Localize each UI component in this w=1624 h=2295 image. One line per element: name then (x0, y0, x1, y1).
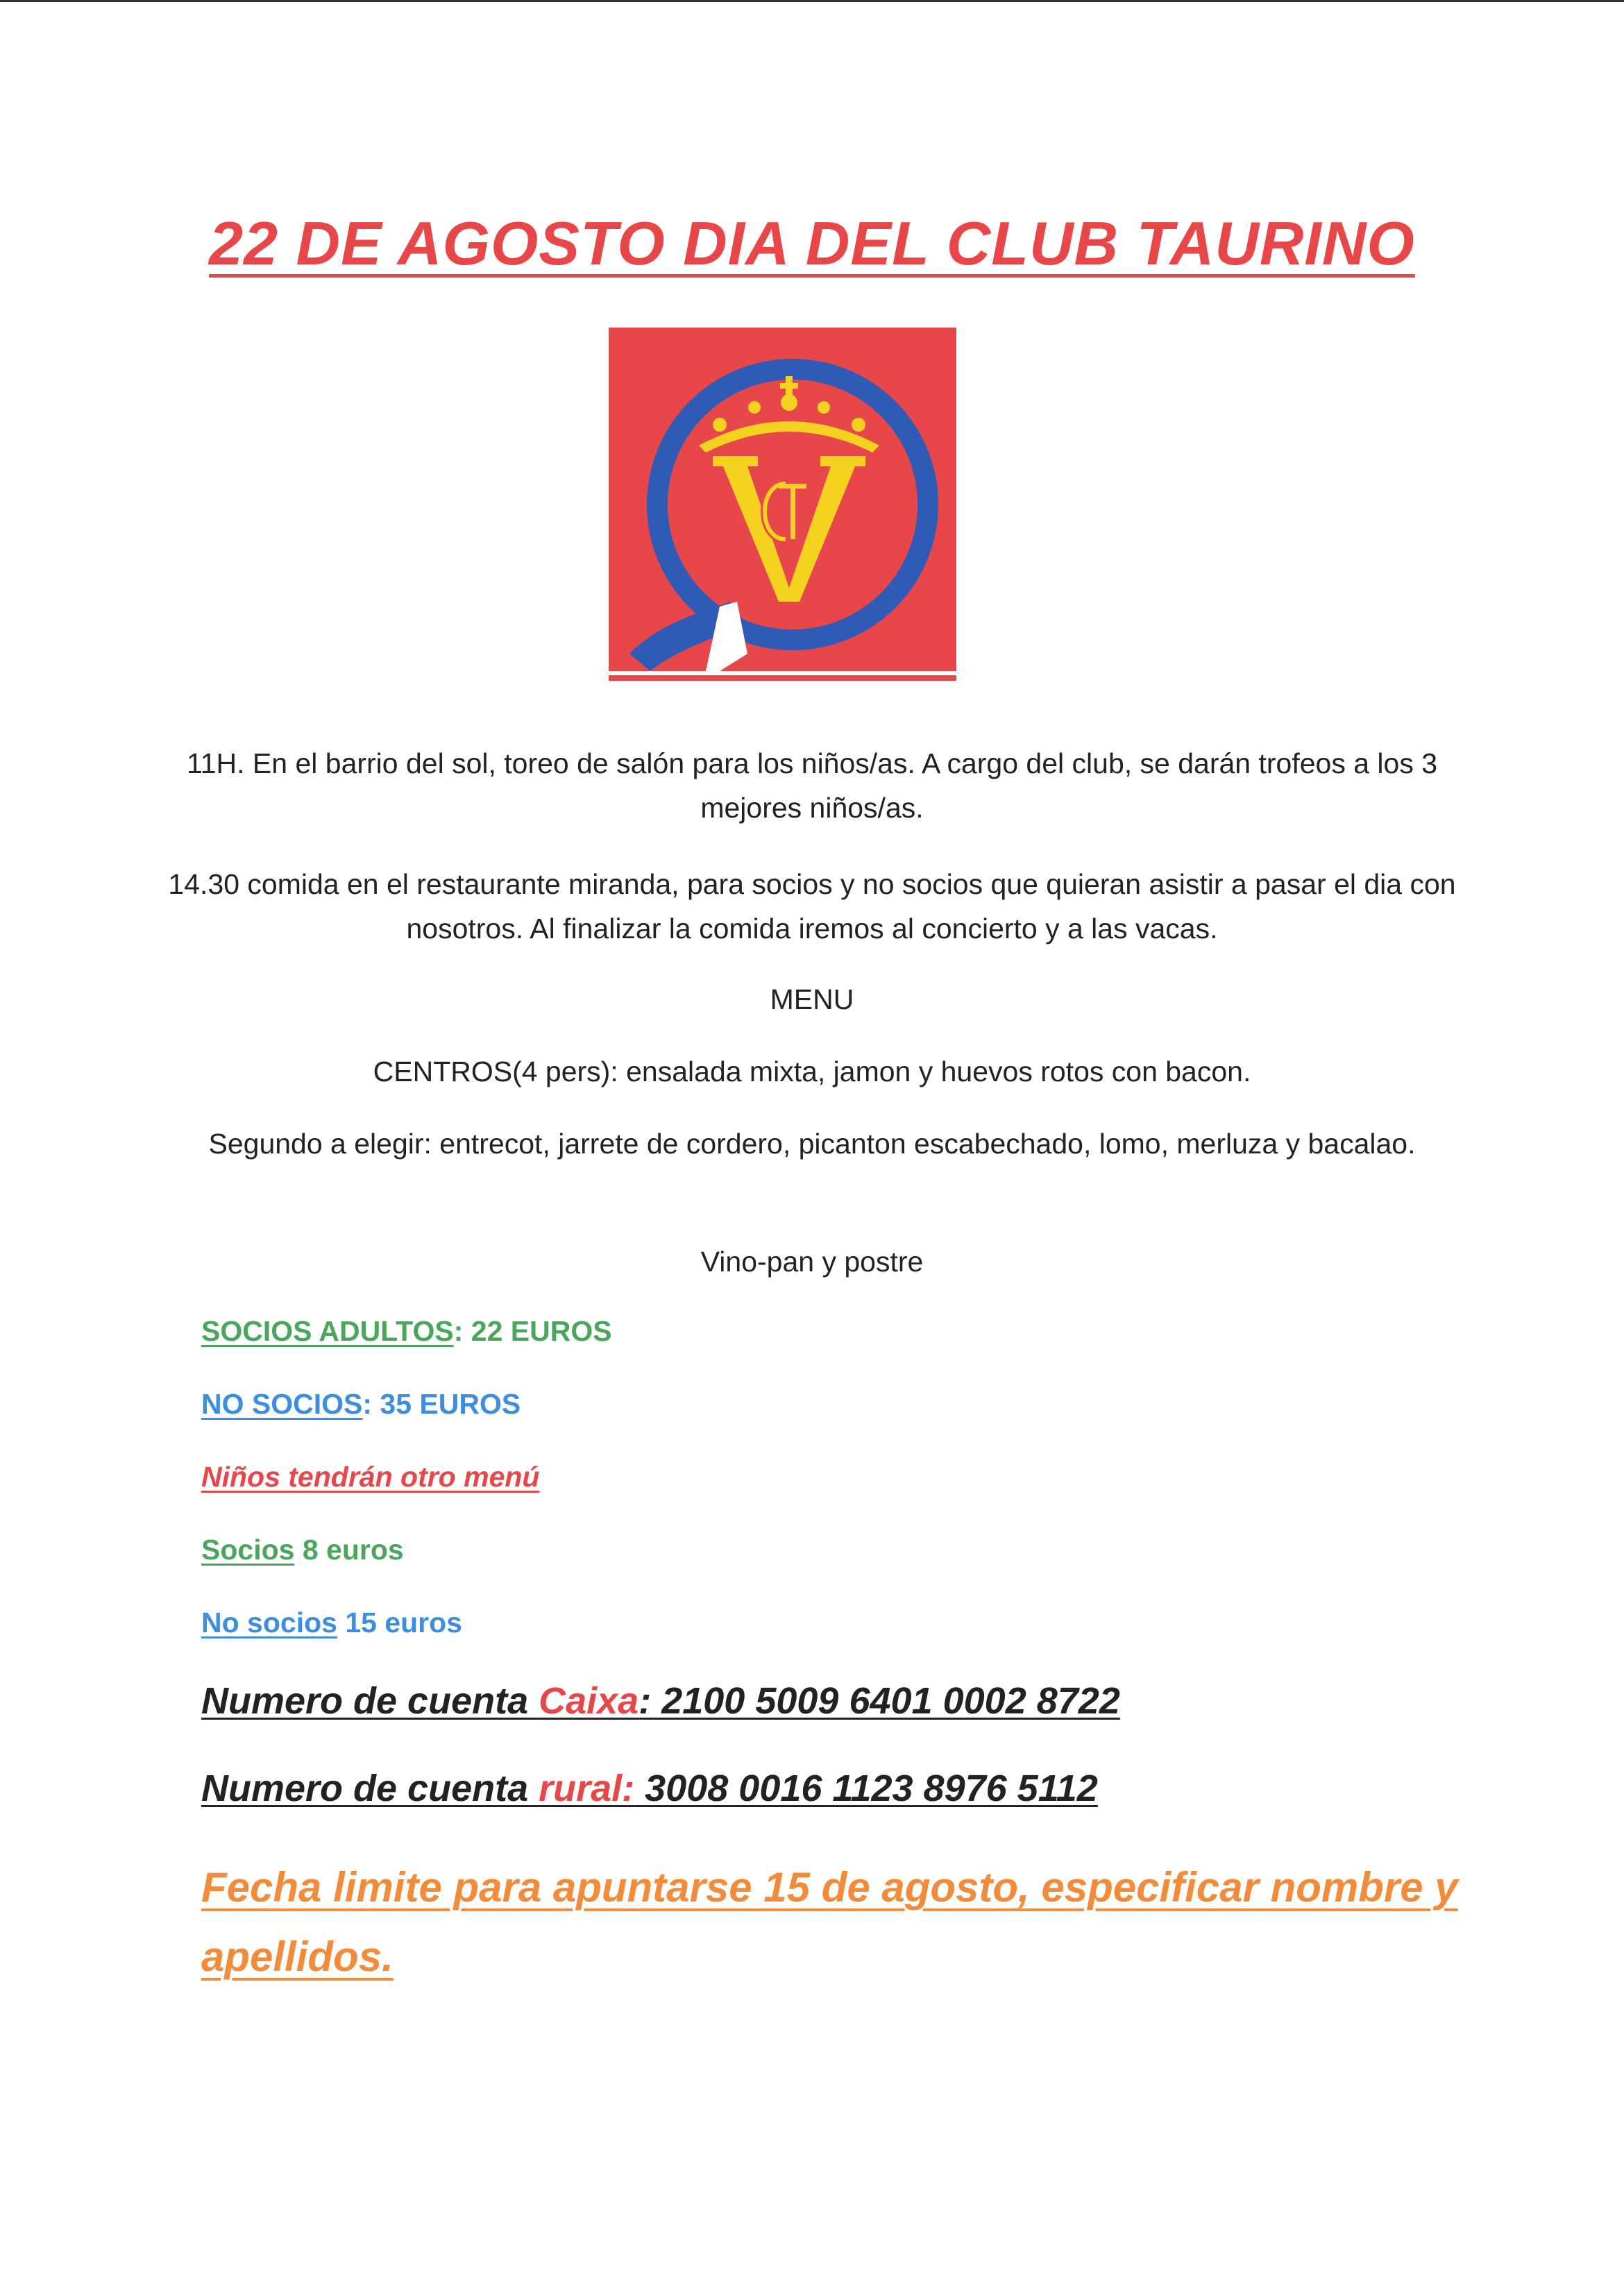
menu-heading: MENU (770, 983, 854, 1015)
price-no-socios-kids-label: No socios (201, 1607, 337, 1638)
page-title: 22 DE AGOSTO DIA DEL CLUB TAURINO (209, 209, 1415, 278)
account-rural-prefix: Numero de cuenta (201, 1768, 539, 1809)
account-rural-bank: rural: (539, 1768, 635, 1809)
price-socios-adultos-value: : 22 EUROS (453, 1315, 612, 1347)
account-rural (201, 1767, 1098, 1810)
price-socios-kids (201, 1534, 404, 1566)
price-socios-adultos-label: SOCIOS ADULTOS (201, 1315, 454, 1347)
ninos-menu-note: Niños tendrán otro menú (201, 1461, 540, 1493)
account-caixa-bank: Caixa (539, 1680, 639, 1722)
scan-top-edge (0, 0, 1624, 2)
price-no-socios-kids (201, 1607, 462, 1639)
price-no-socios (201, 1388, 521, 1421)
signup-deadline: Fecha limite para apuntarse 15 de agosto, especificar nombre y apellidos. (201, 1864, 1458, 1980)
account-rural-number: 3008 0016 1123 8976 5112 (634, 1768, 1098, 1809)
lunch-event-text: 14.30 comida en el restaurante miranda, para socios y no socios que quieran asistir a pasar el dia con nosotros. Al finalizar la comida iremos al concierto y a las vacas. (168, 868, 1456, 945)
price-no-socios-value: : 35 EUROS (362, 1388, 521, 1420)
price-no-socios-label: NO SOCIOS (201, 1388, 363, 1420)
morning-event-text: 11H. En el barrio del sol, toreo de salón para los niños/as. A cargo del club, se darán trofeos a los 3 mejores niños/as. (186, 747, 1438, 824)
menu-centros: CENTROS(4 pers): ensalada mixta, jamon y huevos rotos con bacon. (373, 1056, 1251, 1087)
menu-segundo: Segundo a elegir: entrecot, jarrete de cordero, picanton escabechado, lomo, merluza y bacalao. (208, 1128, 1416, 1160)
price-socios-kids-label: Socios (201, 1534, 295, 1566)
price-socios-kids-value: 8 euros (294, 1534, 404, 1566)
account-caixa (201, 1679, 1120, 1722)
price-no-socios-kids-value: 15 euros (337, 1607, 462, 1638)
menu-extras: Vino-pan y postre (700, 1246, 924, 1278)
club-taurino-logo (609, 328, 956, 689)
account-caixa-number: : 2100 5009 6401 0002 8722 (638, 1680, 1120, 1722)
price-socios-adultos (201, 1315, 612, 1348)
account-caixa-prefix: Numero de cuenta (201, 1680, 539, 1722)
